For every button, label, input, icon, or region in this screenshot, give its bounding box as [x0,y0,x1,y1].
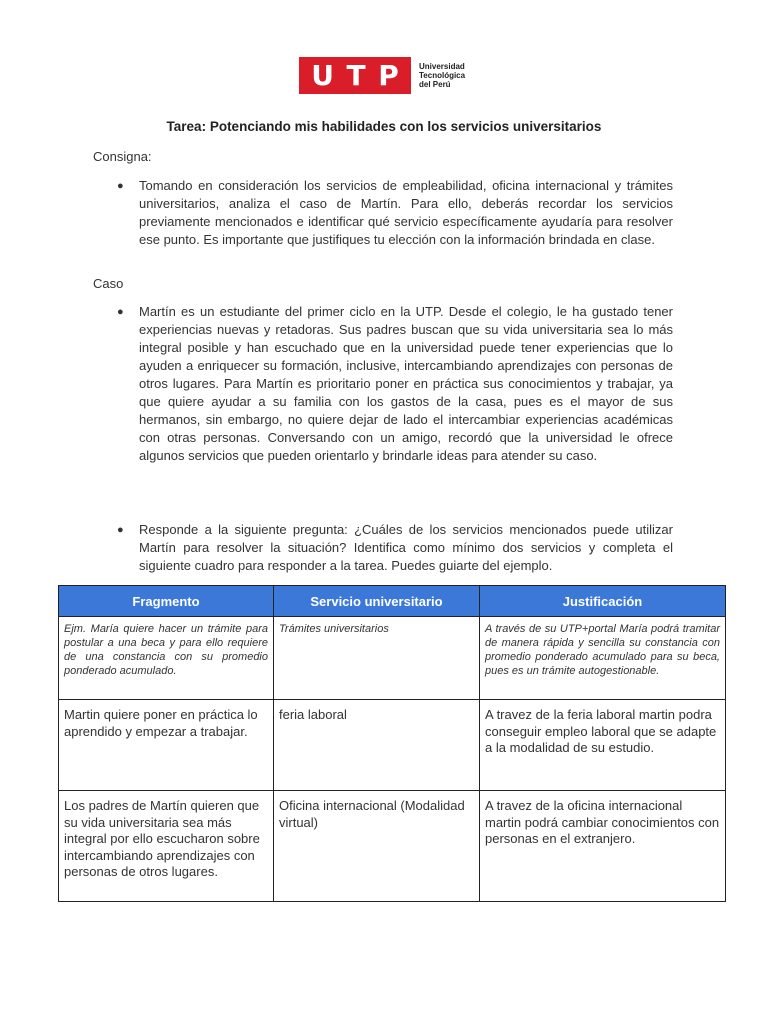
table-header-row [59,586,726,617]
example-justificacion-cell[interactable]: A través de su UTP+portal María podrá tramitar de manera rápida y sencilla su constancia con promedio ponderado acumulado para su beca, pues es un trámite autogestionable. [480,617,726,700]
consigna-text: Tomando en consideración los servicios de empleabilidad, oficina internacional y trámites universitarios, analiza el caso de Martín. Para ello, deberás recordar los servicios previamente mencionados e identificar qué servicio específicamente ayudaría para resolver ese punto. Es importante que justifiques tu elección con la información brindada en clase. [139,178,673,247]
logo-letter-t: T [346,59,366,92]
bullet-icon: ● [117,306,124,318]
table-row [59,791,726,902]
logo-letter-p: P [378,59,399,92]
caso-bullet [117,303,673,465]
table-row [59,700,726,791]
utp-logo [299,57,465,94]
logo-name-line: Universidad [419,62,465,71]
header-servicio: Servicio universitario [274,586,480,617]
bullet-icon: ● [117,524,124,536]
logo-name-line: Tecnológica [419,71,466,80]
pregunta-text: Responde a la siguiente pregunta: ¿Cuáles de los servicios mencionados puede utilizar Martín para resolver la situación? Identifica como mínimo dos servicios y completa el siguiente cuadro para responder a la tarea. Puedes guiarte del ejemplo. [139,522,673,573]
logo-letter-u: U [311,59,335,92]
example-fragmento-cell[interactable]: Ejm. María quiere hacer un trámite para postular a una beca y para ello requiere de una constancia con su promedio ponderado acumulado. [59,617,274,700]
table-row-example [59,617,726,700]
bullet-icon: ● [117,180,124,192]
header-fragmento: Fragmento [59,586,274,617]
justificacion-cell[interactable]: A travez de la oficina internacional martin podrá cambiar conocimientos con personas en el extranjero. [480,791,726,902]
answer-table [58,585,726,902]
document-title: Tarea: Potenciando mis habilidades con los servicios universitarios [166,119,602,134]
logo-university-name [419,62,465,89]
servicio-cell[interactable]: Oficina internacional (Modalidad virtual) [274,791,480,902]
example-servicio-cell[interactable]: Trámites universitarios [274,617,480,700]
utp-logo-mark [299,57,411,94]
pregunta-bullet [117,521,673,575]
logo-name-line: del Perú [419,80,451,89]
consigna-bullet [117,177,673,249]
fragmento-cell[interactable]: Los padres de Martín quieren que su vida universitaria sea más integral por ello escucharon sobre intercambiando aprendizajes con personas de otros lugares. [59,791,274,902]
header-justificacion: Justificación [480,586,726,617]
caso-label: Caso [93,276,124,291]
servicio-cell[interactable]: feria laboral [274,700,480,791]
consigna-label: Consigna: [93,149,152,164]
caso-text: Martín es un estudiante del primer ciclo en la UTP. Desde el colegio, le ha gustado tener experiencias nuevas y retadoras. Sus padres buscan que su vida universitaria sea lo más integral posible y han escuchado que en la universidad puede tener experiencias que lo ayuden a enriquecer su formación, inclusive, intercambiando aprendizajes con personas de otros lugares. Para Martín es prioritario poner en práctica sus conocimientos y trabajar, ya que quiere ayudar a su familia con los gastos de la casa, pues es el mayor de sus hermanos, sin embargo, no quiere dejar de lado el intercambiar experiencias académicas con otras personas. Conversando con un amigo, recordó que la universidad le ofrece algunos servicios que pueden orientarlo y brindarle ideas para atender su caso. [139,304,673,463]
fragmento-cell[interactable]: Martin quiere poner en práctica lo aprendido y empezar a trabajar. [59,700,274,791]
justificacion-cell[interactable]: A travez de la feria laboral martin podra conseguir empleo laboral que se adapte a la modalidad de su estudio. [480,700,726,791]
